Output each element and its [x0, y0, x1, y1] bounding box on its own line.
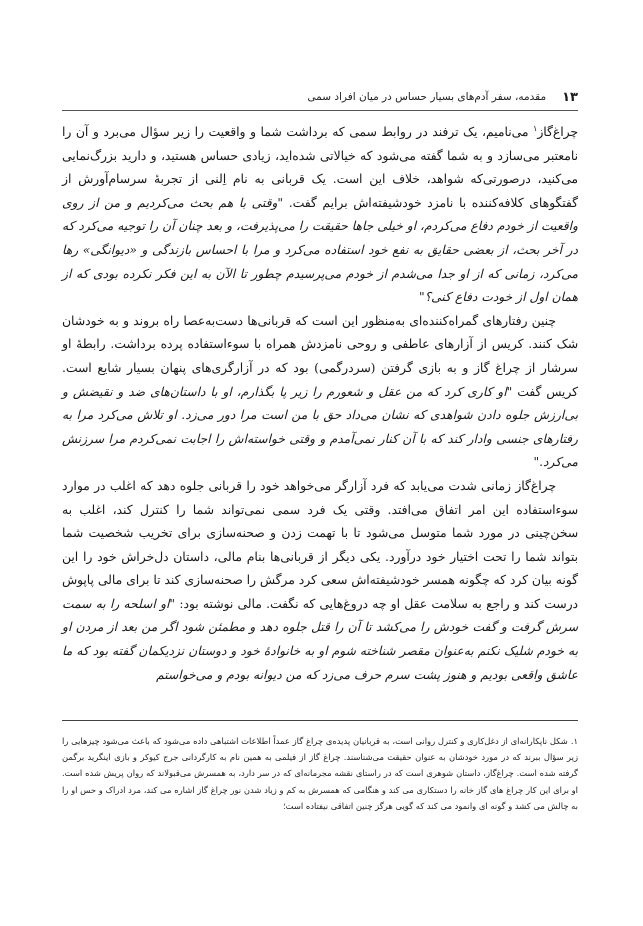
paragraph-3-text: چراغ‌گاز زمانی شدت می‌یابد که فرد آزارگر می‌خواهد خود را قربانی جلوه دهد که اغلب در موارد سوءاستفاده این امر اتفاق می‌افتد. وقتی یک فرد سمی نمی‌تواند شما را کنترل کند، اغلب به سخن‌چینی در مورد شما متوسل می‌شود تا با تهمت زدن و صحنه‌سازی برای تخریب شخصیت شما بتواند شما را تحت اختیار خود درآورد. یکی دیگر از قربانی‌ها بنام مالی، داستان دل‌خراش خود را این گونه بیان کرد که چگونه همسر خودشیفته‌اش سعی کرد مرگش را صحنه‌سازی کند تا برای مالی پاپوش درست کند و راجع به سلامت عقل او چه دروغ‌هایی که نگفت. مالی نوشته بود:: [62, 478, 579, 611]
paragraph-2: [62, 310, 578, 475]
gaslighting-term: چراغ‌گاز: [537, 125, 578, 139]
paragraph-3: [62, 475, 578, 687]
paragraph-2-text: چنین رفتارهای گمراه‌کننده‌ای به‌منظور این است که قربانی‌ها دست‌به‌عصا راه بروند و به خودشان شک کنند. کریس از آزارهای عاطفی و روحی نامزدش همراه با سوءاستفاده پرده برداشت. رابطهٔ او سرشار از چراغ گاز و به بازی گرفتن (سردرگمی) بود که در آزارگری‌های پنهان بسیار شایع است. کریس گفت: [62, 313, 578, 399]
running-title: مقدمه، سفر آدم‌های بسیار حساس در میان افراد سمی: [307, 91, 547, 103]
running-header: [62, 88, 578, 106]
paragraph-1: [62, 121, 578, 310]
paragraph-1-text: می‌نامیم، یک ترفند در روابط سمی که برداشت شما و واقعیت را زیر سؤال می‌برد و آن را نامعتبر می‌سازد و به شما گفته می‌شود که خیالاتی شده‌اید، زیادی حساس هستید، و دارید بزرگ‌نمایی می‌کنید، درصورتی‌که شواهد، خلاف این است. یک قربانی به نام اِلنی از تجربهٔ سرسام‌آورش از گفتگوهای کلافه‌کننده با نامزد خودشیفته‌اش برایم گفت.: [62, 125, 578, 210]
header-divider: [62, 110, 578, 111]
footnote-text: شکل ناپکارانه‌ای از دغل‌کاری و کنترل روانی است، به قربانیان پدیده‌ی چراغ گاز عمداً اطلاعات اشتباهی داده می‌شود که باعث می‌شود چیزهایی را زیر سؤال ببرند که در مورد خودشان به عنوان حقیقت می‌شناسند. چراغ گاز از فیلمی به همین نام به کارگردانی جرج کیوکر و بازی اینگرید برگمن گرفته شده است. چراغ‌گاز، داستان شوهری است که در راستای نقشه مجرمانه‌ای که در سر دارد، به همسرش می‌قبولاند که روان پریش شده است. او برای این کار چراغ های گاز خانه را دستکاری می کند و هنگامی که همسرش به کم و زیاد شدن نور چراغ گاز اشاره می کند، مرد ادراک و حس او را به چالش می کشد و گونه ای وانمود می کند که گویی هرگز چنین اتفاقی نیفتاده است؛: [62, 736, 578, 811]
paragraph-2-quote: "او کاری کرد که من عقل و شعورم را زیر پا بگذارم، او با داستان‌های ضد و نقیضش و بی‌ارزش جلوه دادن شواهدی که نشان می‌داد حق با من است مرا دور می‌زد. او تلاش می‌کرد مرا به رفتارهای جنسی وادار کند که با آن کنار نمی‌آمدم و وقتی خواسته‌اش را اجابت نمی‌کردم مرا سرزنش می‌کرد.": [62, 384, 578, 470]
paragraph-1-quote: "وقتی با هم بحث می‌کردیم و من از روی واقعیت از خودم دفاع می‌کردم، او خیلی جاها حقیقت را می‌پذیرفت، و بعد چنان آن را توجیه می‌کرد که در آخر بحث، از بعضی حقایق به نفع خود استفاده می‌کرد و مرا با احساس بازندگی و «دیوانگی» رها می‌کرد، زمانی که از او جدا می‌شدم از خودم می‌پرسیدم چطور تا الآن به این فکر نکرده بودی که از همان اول از خودت دفاع کنی؟": [62, 195, 578, 305]
paragraph-3-quote: "او اسلحه را به سمت سرش گرفت و گفت خودش را می‌کشد تا آن را قتل جلوه دهد و مطمئن شود اگر من بعد از مردن او به خودم شلیک نکنم به‌عنوان مقصر شناخته شوم او به خانوادهٔ خود و دوستان نزدیکمان گفته بود که ما عاشق واقعی بودیم و هنوز پشت سرم حرف می‌زد که من دیوانه بودم و می‌خواستم: [62, 596, 578, 682]
footnote: [62, 733, 578, 814]
footnote-number: ۱.: [570, 736, 578, 746]
page-number: ۱۳: [562, 89, 578, 105]
footnote-reference[interactable]: ۱: [533, 123, 538, 133]
main-text: [62, 121, 578, 687]
footnote-divider: [62, 720, 578, 721]
